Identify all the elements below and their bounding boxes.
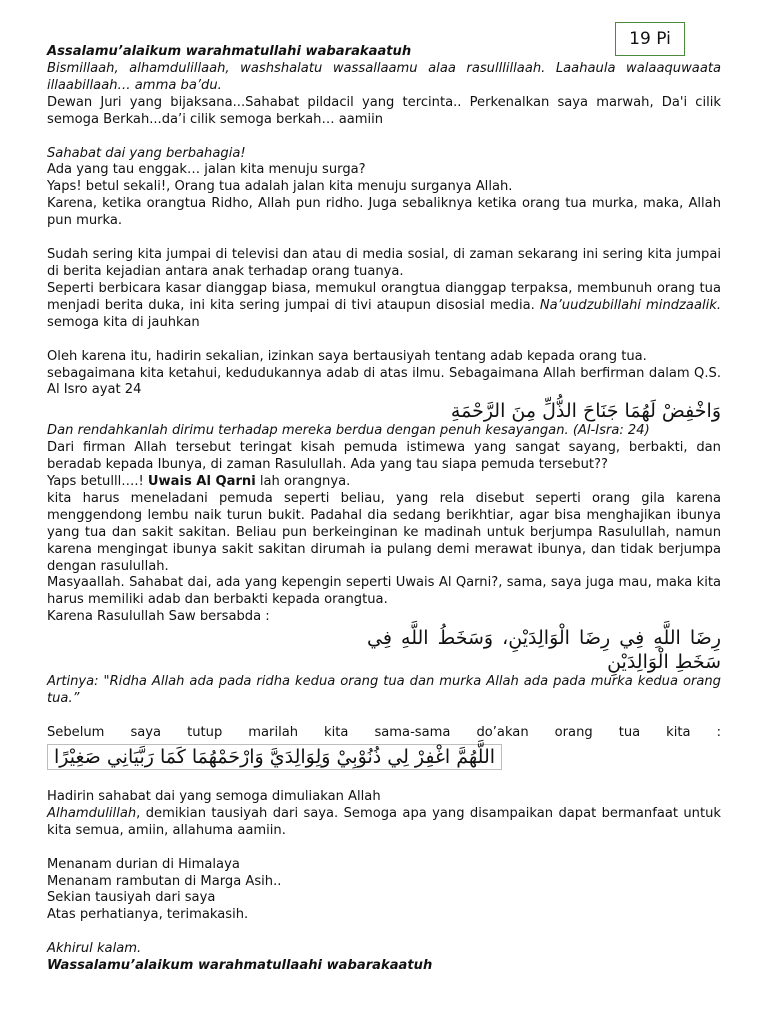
paragraph-text: Yaps betulll….!: [47, 474, 148, 490]
paragraph-line: kita harus meneladani pemuda seperti beliau, yang rela disebut seperti orang gila karena menggendong lembu naik turun bukit. Padahal dia sedang berikhtiar, agar bisa menghajikan ibunya yang tua dan sakit sakitan. Beliau pun berkeinginan ke madinah untuk berjumpa Rasulullah, namun karena mengingat ibunya sakit sakitan dirumah ia pulang demi merawat ibunya, dan tidak berjumpa dengan rasulullah.: [47, 490, 721, 574]
paragraph-text: Seperti berbicara kasar dianggap biasa, memukul orangtua dianggap terpaksa, membunuh orang tua menjadi berita duka, ini kita sering jumpai di tivi ataupun disosial media.: [47, 280, 721, 313]
section-heading: Sahabat dai yang berbahagia!: [47, 145, 246, 161]
paragraph-text: lah orangnya.: [255, 474, 351, 490]
pantun-line: Sekian tausiyah dari saya: [47, 890, 216, 906]
closing-line: Akhirul kalam.: [47, 941, 142, 957]
paragraph-text: semoga kita di jauhkan: [47, 314, 200, 330]
introduction-paragraph: Dewan Juri yang bijaksana...Sahabat pildacil yang tercinta.. Perkenalkan saya marwah, Da'i cilik semoga Berkah...da’i cilik semoga berkah… aamiin: [47, 94, 721, 127]
paragraph-line: [47, 281, 721, 332]
paragraph-line: Karena, ketika orangtua Ridho, Allah pun ridho. Juga sebaliknya ketika orang tua murka, maka, Allah pun murka.: [47, 196, 721, 229]
paragraph-line: Yaps! betul sekali!, Orang tua adalah jalan kita menuju surganya Allah.: [47, 179, 513, 195]
paragraph-italic-text: Na’uudzubillahi mindzaalik.: [539, 297, 721, 313]
doa-arabic-box: اللَّهُمَّ اغْفِرْ لِي ذُنُوْبِيْ وَلِوَالِدَيَّ وَارْحَمْهُمَا كَمَا رَبَّيَانِي صَغِيْرًا: [47, 744, 502, 770]
opening-greeting: Assalamu’alaikum warahmatullahi wabarakaatuh: [47, 44, 412, 59]
paragraph-line: Sebelum saya tutup marilah kita sama-sama do’akan orang tua kita :: [47, 725, 721, 740]
quran-verse-arabic: وَاخْفِضْ لَهُمَا جَنَاحَ الذُّلِّ مِنَ الرَّحْمَةِ: [450, 400, 721, 423]
paragraph-line: Masyaallah. Sahabat dai, ada yang kepengin seperti Uwais Al Qarni?, sama, saya juga mau, maka kita harus memiliki adab dan berbakti kepada orangtua.: [47, 575, 721, 608]
page-number-badge: 19 Pi: [615, 22, 685, 56]
speech-document: [47, 44, 721, 975]
paragraph-line: Dari firman Allah tersebut teringat kisah pemuda istimewa yang sangat sayang, berbakti, dan beradab kepada Ibunya, di zaman Rasulullah. Ada yang tau siapa pemuda tersebut??: [47, 440, 721, 473]
paragraph-line: Oleh karena itu, hadirin sekalian, izinkan saya bertausiyah tentang adab kepada orang tua.: [47, 348, 647, 364]
paragraph-line: Sudah sering kita jumpai di televisi dan atau di media sosial, di zaman sekarang ini sering kita jumpai di berita kejadian antara anak terhadap orang tuanya.: [47, 247, 721, 279]
verse-translation: Dan rendahkanlah dirimu terhadap mereka berdua dengan penuh kesayangan. (Al-Isra: 24): [47, 423, 650, 439]
paragraph-line: [47, 474, 721, 491]
hadith-arabic: رِضَا اللَّهِ فِي رِضَا الْوَالِدَيْنِ، وَسَخَطُ اللَّهِ فِي سَخَطِ الْوَالِدَيْنِ: [367, 627, 721, 674]
opening-basmalah: Bismillaah, alhamdulillaah, washshalatu wassallaamu alaa rasulllillaah. Laahaula walaaquwaata illaabillaah… amma ba’du.: [47, 60, 721, 93]
paragraph-text: , demikian tausiyah dari saya. Semoga apa yang disampaikan dapat bermanfaat untuk kita semua, amiin, allahuma aamiin.: [47, 805, 721, 838]
paragraph-line: Ada yang tau enggak… jalan kita menuju surga?: [47, 162, 366, 178]
pantun-line: Menanam rambutan di Marga Asih..: [47, 873, 282, 889]
closing-greeting: Wassalamu’alaikum warahmatullaahi wabarakaatuh: [47, 958, 433, 974]
paragraph-line: sebagaimana kita ketahui, kedudukannya adab di atas ilmu. Sebagaimana Allah berfirman dalam Q.S. Al Isro ayat 24: [47, 365, 721, 398]
paragraph-line: [47, 806, 721, 840]
pantun-line: Menanam durian di Himalaya: [47, 856, 240, 872]
paragraph-line: Karena Rasulullah Saw bersabda :: [47, 609, 270, 625]
paragraph-italic-text: Alhamdulillah: [47, 805, 137, 821]
paragraph-line: Hadirin sahabat dai yang semoga dimuliakan Allah: [47, 788, 381, 804]
hadith-translation: Artinya: "Ridha Allah ada pada ridha kedua orang tua dan murka Allah ada pada murka kedua orang tua.”: [47, 674, 721, 707]
paragraph-bold-text: Uwais Al Qarni: [147, 474, 256, 490]
pantun-line: Atas perhatianya, terimakasih.: [47, 907, 249, 923]
